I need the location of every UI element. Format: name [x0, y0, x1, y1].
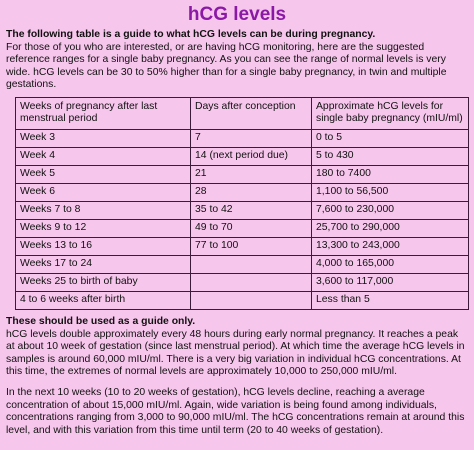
paragraph-gap — [6, 379, 468, 387]
cell-weeks: Weeks 25 to birth of baby — [16, 273, 191, 291]
cell-hcg: 13,300 to 243,000 — [312, 237, 469, 255]
cell-days: 35 to 42 — [191, 201, 312, 219]
cell-weeks: Weeks 13 to 16 — [16, 237, 191, 255]
table-header-row — [16, 97, 469, 129]
cell-days: 49 to 70 — [191, 219, 312, 237]
table-row — [16, 219, 469, 237]
cell-weeks: Week 5 — [16, 165, 191, 183]
cell-weeks: Week 4 — [16, 147, 191, 165]
cell-days: 7 — [191, 129, 312, 147]
cell-hcg: 0 to 5 — [312, 129, 469, 147]
table-row — [16, 237, 469, 255]
cell-days — [191, 255, 312, 273]
cell-hcg: 180 to 7400 — [312, 165, 469, 183]
cell-days — [191, 291, 312, 309]
header-days: Days after conception — [191, 97, 312, 129]
table-row — [16, 255, 469, 273]
cell-weeks: Weeks 9 to 12 — [16, 219, 191, 237]
header-hcg: Approximate hCG levels for single baby pregnancy (mIU/ml) — [312, 97, 469, 129]
notes-paragraph-2: In the next 10 weeks (10 to 20 weeks of gestation), hCG levels decline, reaching a average concentration of about 15,000 mIU/ml. Again, wide variation is being found among individuals, concentrations ranging from 3,000 to 90,000 mIU/ml. The hCG concentrations remain at around this level, and with this variation from this time until term (20 to 40 weeks of gestation). — [6, 386, 465, 436]
table-row — [16, 165, 469, 183]
cell-weeks: 4 to 6 weeks after birth — [16, 291, 191, 309]
cell-hcg: 5 to 430 — [312, 147, 469, 165]
cell-hcg: 7,600 to 230,000 — [312, 201, 469, 219]
cell-days: 21 — [191, 165, 312, 183]
page-title: hCG levels — [187, 4, 287, 25]
intro-text: For those of you who are interested, or are having hCG monitoring, here are the suggested reference ranges for a single baby pregnancy. As you can see the range of normal levels is very wide. hCG levels can be 30 to 50% higher than for a single baby pregnancy, in twin and multiple gestations. — [6, 41, 447, 91]
notes-paragraph-1: hCG levels double approximately every 48 hours during early normal pregnancy. It reaches a peak at about 10 week of gestation (since last menstrual period). At which time the average hCG levels in samples is around 60,000 mIU/ml. There is a very big variation in individual hCG concentrations. At this time, the extremes of normal levels are approximately 10,000 to 250,000 mIU/ml. — [6, 328, 465, 378]
cell-weeks: Weeks 17 to 24 — [16, 255, 191, 273]
table-row — [16, 183, 469, 201]
cell-days: 14 (next period due) — [191, 147, 312, 165]
table-row — [16, 129, 469, 147]
cell-weeks: Weeks 7 to 8 — [16, 201, 191, 219]
cell-hcg: 25,700 to 290,000 — [312, 219, 469, 237]
cell-hcg: 1,100 to 56,500 — [312, 183, 469, 201]
cell-days: 28 — [191, 183, 312, 201]
cell-hcg: 3,600 to 117,000 — [312, 273, 469, 291]
header-weeks: Weeks of pregnancy after last menstrual period — [16, 97, 191, 129]
table-row — [16, 273, 469, 291]
table-row — [16, 291, 469, 309]
cell-weeks: Week 3 — [16, 129, 191, 147]
notes-heading: These should be used as a guide only. — [6, 315, 196, 327]
cell-days: 77 to 100 — [191, 237, 312, 255]
table-row — [16, 201, 469, 219]
cell-hcg: 4,000 to 165,000 — [312, 255, 469, 273]
page — [0, 3, 474, 450]
cell-weeks: Week 6 — [16, 183, 191, 201]
table-row — [16, 147, 469, 165]
intro-heading: The following table is a guide to what hCG levels can be during pregnancy. — [6, 29, 376, 40]
hcg-table — [15, 97, 469, 310]
cell-days — [191, 273, 312, 291]
cell-hcg: Less than 5 — [312, 291, 469, 309]
